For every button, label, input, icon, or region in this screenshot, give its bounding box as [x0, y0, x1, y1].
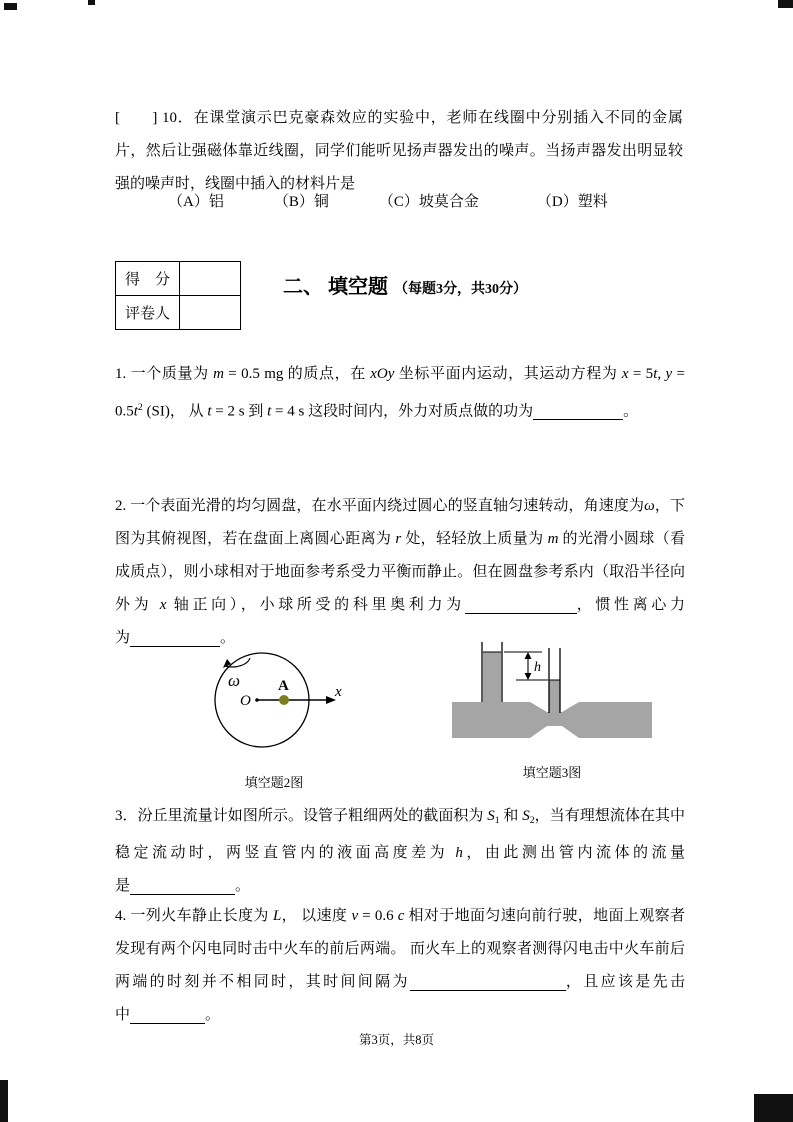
- text-segment: ，且应该是先击中: [115, 974, 685, 1023]
- origin-label: O: [240, 693, 251, 709]
- section-title: 二、 填空题: [283, 276, 388, 298]
- answer-blank: [533, 403, 623, 420]
- text-segment: h: [455, 844, 463, 861]
- text-segment: ，当有理想流体在其中稳定流动时，两竖直管内的液面高度差为: [115, 808, 685, 861]
- text-segment: t: [207, 403, 212, 420]
- section-heading: [283, 270, 527, 299]
- page-number: 第3页，共8页: [358, 1033, 434, 1047]
- dimension-arrowhead-up: [525, 652, 532, 659]
- venturi-figure-drawing: [452, 640, 652, 752]
- text-segment: ，下图为其俯视图，若在盘面上离圆心距离为: [115, 498, 685, 547]
- text-segment: 处，轻轻放上质量为: [401, 531, 548, 547]
- option-b: （B）铜: [273, 194, 329, 210]
- text-segment: 。: [623, 403, 639, 420]
- height-label: h: [534, 660, 541, 675]
- text-segment: ， 以速度: [281, 908, 352, 924]
- figure-disk-caption: 填空题2图: [244, 775, 304, 790]
- text-segment: ，惯性离心力为: [115, 597, 685, 646]
- question-10-text: [115, 102, 683, 201]
- disk-figure-drawing: [198, 634, 350, 762]
- text-segment: 轴正向），小球所受的科里奥利力为: [166, 597, 465, 613]
- answer-blank: [130, 878, 235, 895]
- text-segment: r: [395, 531, 402, 547]
- table-row: [116, 262, 241, 296]
- answer-blank: [130, 1007, 205, 1024]
- text-segment: v: [351, 908, 359, 924]
- text-segment: [ ] 10．在课堂演示巴克豪森效应的实验中，老师在线圈中分别插入不同的金属片，然后让强磁体靠近线圈，同学们能听见扬声器发出的噪声。当扬声器发出明显较强的噪声时，线圈中插入的材料片是: [115, 110, 683, 192]
- text-segment: (SI)， 从: [142, 403, 208, 420]
- text-segment: L: [272, 908, 282, 924]
- score-label: 得 分: [116, 262, 180, 296]
- x-axis-label: x: [335, 684, 342, 700]
- text-segment: ,: [657, 366, 666, 382]
- text-segment: xOy: [370, 366, 395, 382]
- text-segment: 2: [137, 402, 143, 413]
- dimension-arrowhead-down: [525, 673, 532, 680]
- text-segment: 坐标平面内运动，其运动方程为: [394, 366, 622, 382]
- text-segment: 2: [529, 814, 535, 826]
- table-row: [116, 296, 241, 330]
- option-c: （C）坡莫合金: [378, 194, 479, 210]
- text-segment: m: [213, 366, 224, 382]
- text-segment: = 2 s 到: [211, 403, 268, 420]
- text-segment: 。: [235, 877, 251, 894]
- text-segment: = 0.5: [115, 366, 685, 420]
- text-segment: x: [621, 366, 629, 382]
- left-tube-liquid: [483, 652, 501, 704]
- text-segment: x: [159, 597, 167, 613]
- text-segment: 。: [205, 1007, 221, 1023]
- point-a-dot: [279, 695, 289, 705]
- text-segment: = 4 s 这段时间内，外力对质点做的功为: [271, 403, 534, 420]
- question-2-text: [115, 490, 685, 655]
- text-segment: 3．汾丘里流量计如图所示。设管子粗细两处的截面积为: [115, 808, 488, 824]
- scan-artifact: [0, 1080, 8, 1122]
- grader-value-cell: [180, 296, 241, 330]
- text-segment: t: [267, 403, 272, 420]
- option-a: （A）铝: [168, 194, 224, 210]
- text-segment: c: [397, 908, 405, 924]
- question-4-text: [115, 900, 685, 1032]
- text-segment: t: [133, 403, 138, 420]
- scan-artifact: [4, 3, 17, 10]
- point-a-label: A: [278, 678, 289, 694]
- section-note: （每题3分，共30分）: [394, 282, 527, 297]
- text-segment: S: [487, 808, 495, 824]
- answer-blank: [410, 974, 566, 991]
- score-value-cell: [180, 262, 241, 296]
- scan-artifact: [754, 1094, 793, 1122]
- text-segment: 2. 一个表面光滑的均匀圆盘，在水平面内绕过圆心的竖直轴匀速转动，角速度为: [115, 498, 645, 514]
- text-segment: 1. 一个质量为: [115, 366, 214, 382]
- text-segment: 4. 一列火车静止长度为: [115, 908, 273, 924]
- option-d: （D）塑料: [536, 194, 608, 210]
- text-segment: 和: [499, 808, 523, 824]
- question-3-text: [115, 800, 685, 903]
- text-segment: = 5: [628, 366, 654, 382]
- text-segment: 1: [494, 814, 500, 826]
- text-segment: t: [653, 366, 658, 382]
- text-segment: y: [665, 366, 673, 382]
- grader-label: 评卷人: [116, 296, 180, 330]
- question-10-options: [168, 190, 658, 211]
- right-tube-liquid: [549, 680, 560, 713]
- figure-venturi: [452, 640, 652, 781]
- answer-blank: [465, 597, 577, 614]
- text-segment: 的光滑小圆球（看成质点），则小球相对于地面参考系受力平衡而静止。但在圆盘参考系内（取沿半径向外为: [115, 531, 685, 613]
- text-segment: = 0.6: [358, 908, 398, 924]
- figure-venturi-caption: 填空题3图: [522, 765, 582, 780]
- text-segment: 。: [220, 630, 236, 646]
- text-segment: = 0.5 mg 的质点，在: [223, 366, 371, 382]
- figure-disk: [198, 634, 350, 791]
- text-segment: 相对于地面匀速向前行驶，地面上观察者发现有两个闪电同时击中火车的前后两端。 而火车上的观察者测得闪电击中火车前后两端的时刻并不相同时，其时间间隔为: [115, 908, 685, 990]
- omega-label: ω: [228, 671, 241, 690]
- text-segment: m: [547, 531, 559, 547]
- scan-artifact: [88, 0, 95, 5]
- score-table: [115, 261, 241, 330]
- text-segment: ，由此测出管内流体的流量是: [115, 844, 685, 894]
- scan-artifact: [778, 0, 793, 8]
- question-1-text: [115, 358, 685, 428]
- text-segment: S: [522, 808, 530, 824]
- text-segment: ω: [644, 498, 655, 514]
